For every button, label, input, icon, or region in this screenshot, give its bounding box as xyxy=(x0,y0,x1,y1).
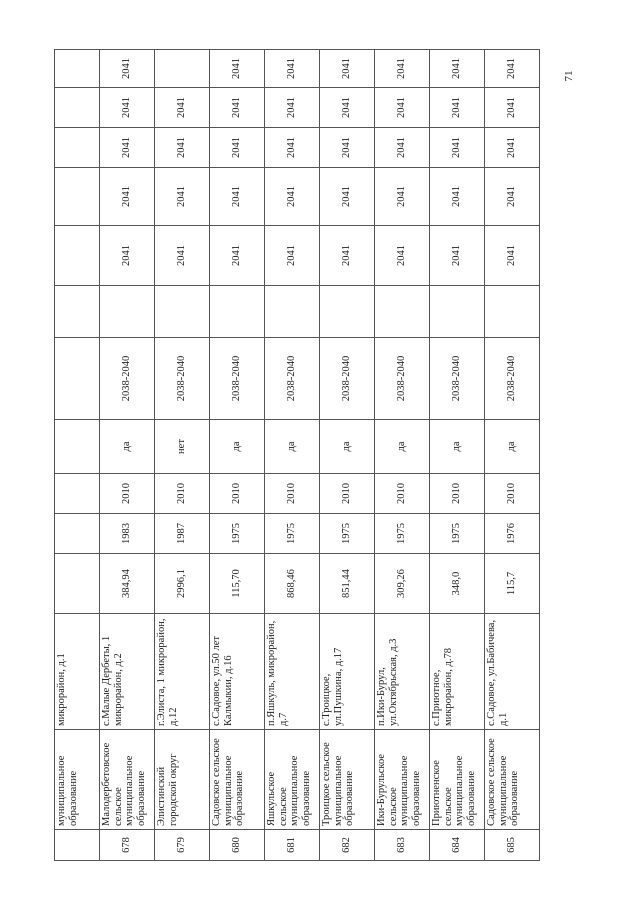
cell-period: 2038-2040 xyxy=(320,338,375,420)
cell xyxy=(55,420,100,474)
cell-municipality: Приютненское сельское муниципальное образование xyxy=(430,730,485,830)
cell xyxy=(55,88,100,128)
cell-flag: да xyxy=(430,420,485,474)
cell-year: 2041 xyxy=(320,168,375,226)
cell-year-built: 1983 xyxy=(100,514,155,554)
table-row xyxy=(210,50,265,861)
table-row xyxy=(375,50,430,861)
cell-flag: нет xyxy=(155,420,210,474)
cell-address: с.Садовое, ул.Бабичева, д.1 xyxy=(485,614,540,730)
cell-year-built: 1975 xyxy=(375,514,430,554)
cell-period: 2038-2040 xyxy=(430,338,485,420)
cell-year-built: 1976 xyxy=(485,514,540,554)
cell-year-repair: 2010 xyxy=(375,474,430,514)
cell-year: 2041 xyxy=(155,168,210,226)
cell-municipality: Ики-Бурульское сельское муниципальное образование xyxy=(375,730,430,830)
cell-year: 2041 xyxy=(100,128,155,168)
cell-municipality: Малодербетовское сельское муниципальное образование xyxy=(100,730,155,830)
cell-number: 681 xyxy=(265,830,320,861)
cell-flag: да xyxy=(265,420,320,474)
cell-year-repair: 2010 xyxy=(210,474,265,514)
cell-flag: да xyxy=(100,420,155,474)
cell-year xyxy=(375,286,430,338)
cell xyxy=(55,554,100,614)
cell-year: 2041 xyxy=(100,226,155,286)
cell-year: 2041 xyxy=(210,128,265,168)
cell-period: 2038-2040 xyxy=(265,338,320,420)
cell-area: 851,44 xyxy=(320,554,375,614)
cell xyxy=(55,168,100,226)
cell-flag: да xyxy=(375,420,430,474)
cell-year-repair: 2010 xyxy=(265,474,320,514)
cell-year-built: 1975 xyxy=(210,514,265,554)
cell-year: 2041 xyxy=(100,168,155,226)
cell-year: 2041 xyxy=(210,50,265,88)
table-row xyxy=(485,50,540,861)
cell-flag: да xyxy=(320,420,375,474)
cell-year-repair: 2010 xyxy=(485,474,540,514)
cell-address: п.Яшкуль, микрорайон, д.7 xyxy=(265,614,320,730)
cell-area: 115,70 xyxy=(210,554,265,614)
cell-year: 2041 xyxy=(320,88,375,128)
cell-year: 2041 xyxy=(320,226,375,286)
table-row xyxy=(430,50,485,861)
cell-year-repair: 2010 xyxy=(155,474,210,514)
cell-address: с.Садовое, ул.50 лет Калмыкии, д.16 xyxy=(210,614,265,730)
cell-year: 2041 xyxy=(430,50,485,88)
cell-municipality: муниципальное образование xyxy=(55,730,100,830)
table-row xyxy=(100,50,155,861)
cell-year: 2041 xyxy=(155,128,210,168)
rotated-page xyxy=(54,50,540,861)
cell-year xyxy=(210,286,265,338)
cell-year-built: 1975 xyxy=(430,514,485,554)
cell-year: 2041 xyxy=(375,226,430,286)
cell-year xyxy=(265,286,320,338)
cell-area: 115,7 xyxy=(485,554,540,614)
cell xyxy=(55,128,100,168)
cell-address: микрорайон, д.1 xyxy=(55,614,100,730)
cell-year: 2041 xyxy=(485,88,540,128)
table-row xyxy=(320,50,375,861)
cell-year: 2041 xyxy=(265,88,320,128)
cell-year: 2041 xyxy=(320,50,375,88)
cell xyxy=(55,50,100,88)
cell xyxy=(55,474,100,514)
cell-year: 2041 xyxy=(320,128,375,168)
cell-year: 2041 xyxy=(210,226,265,286)
cell-municipality: Яшкульское сельское муниципальное образование xyxy=(265,730,320,830)
cell-year xyxy=(430,286,485,338)
cell-address: с.Малые Дербеты, 1 микрорайон, д.2 xyxy=(100,614,155,730)
cell-number: 685 xyxy=(485,830,540,861)
cell-year-built: 1975 xyxy=(265,514,320,554)
cell-year: 2041 xyxy=(430,168,485,226)
cell-municipality: Садовское сельское муниципальное образование xyxy=(210,730,265,830)
cell-year xyxy=(100,286,155,338)
page-number: 71 xyxy=(563,70,575,82)
cell-year-repair: 2010 xyxy=(430,474,485,514)
cell xyxy=(55,226,100,286)
cell-year: 2041 xyxy=(375,168,430,226)
cell-number: 679 xyxy=(155,830,210,861)
cell-area: 384,94 xyxy=(100,554,155,614)
cell-address: г.Элиста, 1 микрорайон, д.12 xyxy=(155,614,210,730)
cell-year-built: 1987 xyxy=(155,514,210,554)
cell-year: 2041 xyxy=(485,168,540,226)
cell-number: 684 xyxy=(430,830,485,861)
cell-municipality: Троицкое сельское муниципальное образование xyxy=(320,730,375,830)
cell-year: 2041 xyxy=(375,128,430,168)
cell-year: 2041 xyxy=(210,88,265,128)
cell-address: п.Ики-Бурул, ул.Октябрьская, д.3 xyxy=(375,614,430,730)
cell xyxy=(55,286,100,338)
cell-period: 2038-2040 xyxy=(485,338,540,420)
cell-address: с.Приютное, микрорайон, д.78 xyxy=(430,614,485,730)
cell-area: 2996,1 xyxy=(155,554,210,614)
cell xyxy=(55,830,100,861)
cell-number: 682 xyxy=(320,830,375,861)
cell-year: 2041 xyxy=(375,50,430,88)
cell-area: 309,26 xyxy=(375,554,430,614)
cell-year: 2041 xyxy=(100,50,155,88)
cell-year: 2041 xyxy=(485,226,540,286)
cell xyxy=(55,338,100,420)
cell-year: 2041 xyxy=(485,128,540,168)
cell-period: 2038-2040 xyxy=(100,338,155,420)
cell-flag: да xyxy=(210,420,265,474)
cell xyxy=(55,514,100,554)
cell-year: 2041 xyxy=(210,168,265,226)
cell-address: с.Троицкое, ул.Пушкина, д.17 xyxy=(320,614,375,730)
cell-year-built: 1975 xyxy=(320,514,375,554)
cell-year: 2041 xyxy=(430,128,485,168)
cell-year: 2041 xyxy=(155,226,210,286)
cell-number: 680 xyxy=(210,830,265,861)
cell-year xyxy=(155,50,210,88)
housing-table xyxy=(54,49,540,861)
cell-year xyxy=(485,286,540,338)
cell-period: 2038-2040 xyxy=(155,338,210,420)
cell-municipality: Садовское сельское муниципальное образование xyxy=(485,730,540,830)
cell-year-repair: 2010 xyxy=(320,474,375,514)
cell-area: 348,0 xyxy=(430,554,485,614)
table-row xyxy=(265,50,320,861)
cell-period: 2038-2040 xyxy=(375,338,430,420)
cell-year: 2041 xyxy=(265,226,320,286)
cell-period: 2038-2040 xyxy=(210,338,265,420)
cell-year xyxy=(320,286,375,338)
cell-year: 2041 xyxy=(485,50,540,88)
cell-year xyxy=(155,286,210,338)
continuation-row xyxy=(55,50,100,861)
cell-municipality: Элистинский городской округ xyxy=(155,730,210,830)
cell-year: 2041 xyxy=(265,168,320,226)
cell-number: 678 xyxy=(100,830,155,861)
cell-year: 2041 xyxy=(265,128,320,168)
cell-flag: да xyxy=(485,420,540,474)
cell-year: 2041 xyxy=(375,88,430,128)
cell-area: 868,46 xyxy=(265,554,320,614)
cell-year: 2041 xyxy=(265,50,320,88)
cell-number: 683 xyxy=(375,830,430,861)
cell-year: 2041 xyxy=(430,88,485,128)
cell-year: 2041 xyxy=(155,88,210,128)
cell-year: 2041 xyxy=(430,226,485,286)
cell-year: 2041 xyxy=(100,88,155,128)
table-row xyxy=(155,50,210,861)
cell-year-repair: 2010 xyxy=(100,474,155,514)
